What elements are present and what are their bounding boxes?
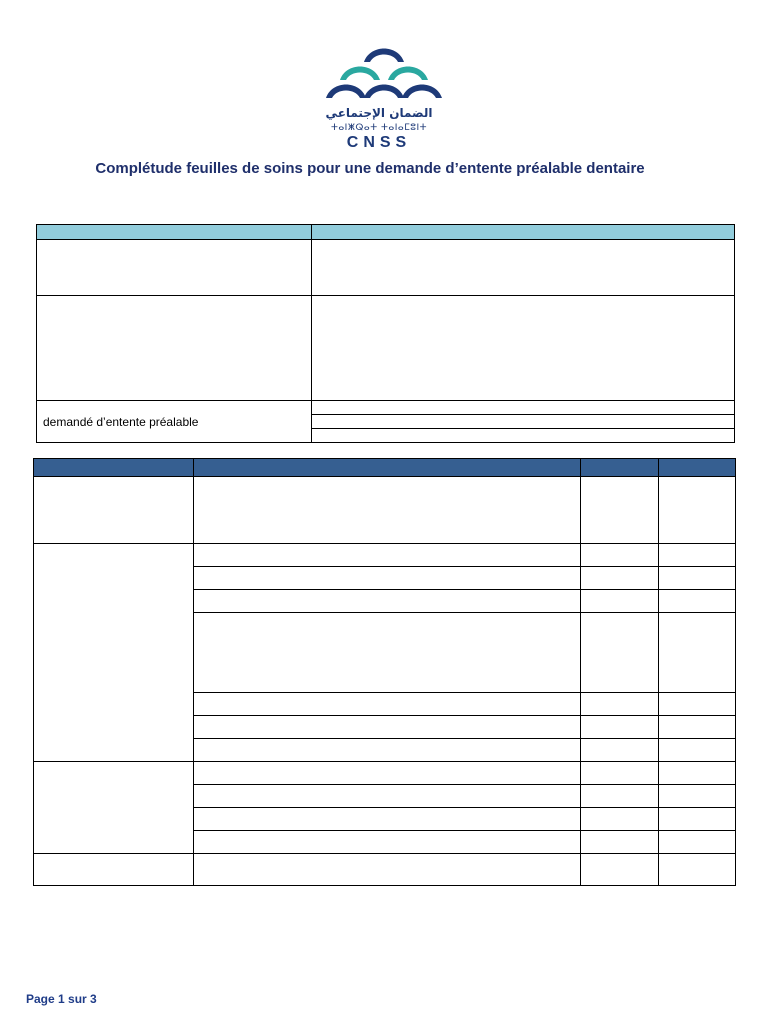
table2-cell [581,613,659,693]
table2-cell [581,693,659,716]
table2-cell [581,854,659,886]
table1-cell [312,401,735,415]
table2-cell [581,477,659,544]
table2-group-cell [34,544,194,762]
table2-header-cell [34,459,194,477]
table2-cell [581,808,659,831]
table2-cell [659,693,736,716]
table2-cell [581,739,659,762]
table2-cell [194,590,581,613]
table2-cell [659,716,736,739]
table2-row [34,477,736,544]
table2-cell [659,831,736,854]
request-info-table [36,224,735,443]
table2-cell [659,854,736,886]
table2-cell [194,613,581,693]
table2-cell [659,739,736,762]
table2-group-cell [34,762,194,854]
table2-cell [581,590,659,613]
table1-cell [312,429,735,443]
table2-header-row [34,459,736,477]
table1-header-cell [312,225,735,240]
table2-cell [194,693,581,716]
table2-cell [194,716,581,739]
table2-cell [659,477,736,544]
document-title: Complétude feuilles de soins pour une demande d’entente préalable dentaire [95,160,645,177]
table2-cell [659,785,736,808]
table2-cell [194,831,581,854]
table2-header-cell [581,459,659,477]
table2-cell [581,716,659,739]
checklist-table [33,458,736,886]
table2-group-cell [34,854,194,886]
table2-cell [659,544,736,567]
table1-cell [312,240,735,296]
table2-cell [659,590,736,613]
table1-header-cell [37,225,312,240]
table2-cell [194,567,581,590]
table1-cell [312,415,735,429]
table2-group-cell [34,477,194,544]
table2-cell [581,785,659,808]
table2-cell [194,785,581,808]
table1-cell [37,296,312,401]
table2-cell [194,477,581,544]
table2-cell [659,762,736,785]
logo-arabic-text: الضمان الإجتماعي [325,106,433,120]
table2-row [34,762,736,785]
table2-row [34,854,736,886]
table2-cell [194,544,581,567]
table2-cell [194,854,581,886]
cnss-arches-icon [320,40,448,110]
table2-cell [659,808,736,831]
table2-cell [194,808,581,831]
logo-tifinagh-text: ⵜⴰⵏⵥⵕⴰⵜ ⵜⴰⵏⴰⵎⵓⵏⵜ [330,123,428,133]
logo-cnss-text: CNSS [346,134,412,151]
page-number: Page 1 sur 3 [26,992,97,1006]
table2-cell [581,831,659,854]
table2-cell [194,739,581,762]
table2-header-cell [659,459,736,477]
table1-cell [312,296,735,401]
table1-label-cell: demandé d’entente préalable [37,401,312,443]
table1-cell [37,240,312,296]
table2-cell [581,567,659,590]
table1-header-row [37,225,735,240]
table2-cell [659,613,736,693]
table1-row [37,401,735,415]
table2-cell [581,762,659,785]
table2-header-cell [194,459,581,477]
table1-row [37,296,735,401]
table2-cell [194,762,581,785]
table2-row [34,544,736,567]
table2-cell [581,544,659,567]
table2-cell [659,567,736,590]
table1-row [37,240,735,296]
